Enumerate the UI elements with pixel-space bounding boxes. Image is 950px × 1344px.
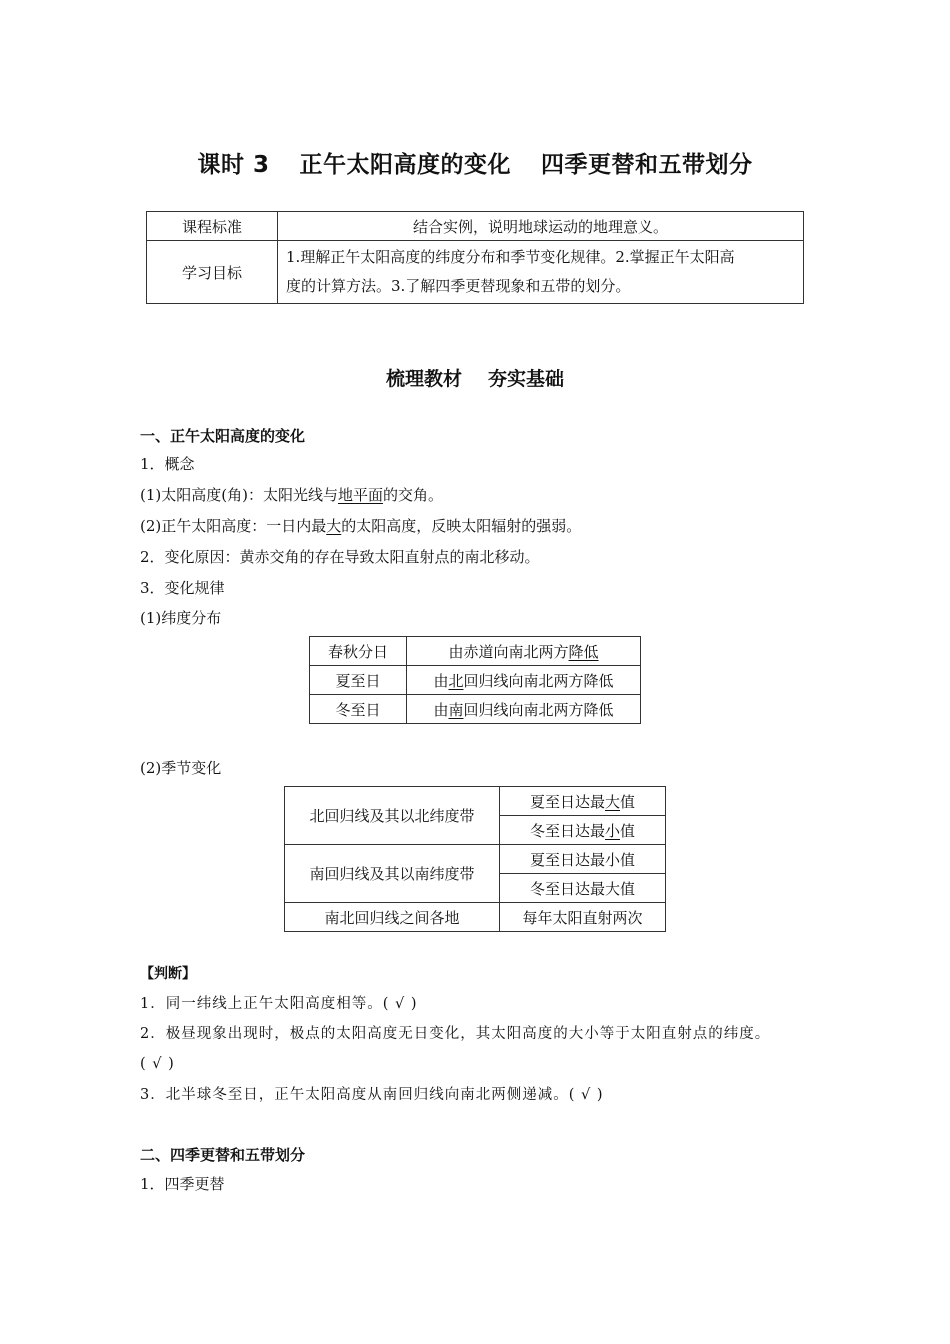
table-row: 冬至日 由南回归线向南北两方降低 bbox=[310, 695, 641, 724]
judge-heading: 【判断】 bbox=[140, 966, 196, 982]
goals-value: 1.理解正午太阳高度的纬度分布和季节变化规律。2.掌握正午太阳高 度的计算方法。3.了解四季更替现象和五带的划分。 bbox=[278, 241, 804, 304]
goals-label: 学习目标 bbox=[147, 241, 278, 304]
table-row: 南回归线及其以南纬度带 夏至日达最小值 bbox=[285, 845, 666, 874]
s1-sub2: (2)季节变化 bbox=[140, 759, 222, 777]
table-row: 夏至日 由北回归线向南北两方降低 bbox=[310, 666, 641, 695]
s2-heading: 二、四季更替和五带划分 bbox=[140, 1146, 306, 1164]
s1-sub1: (1)纬度分布 bbox=[140, 609, 222, 627]
latitude-table bbox=[309, 636, 641, 724]
judge-q3: 3．北半球冬至日，正午太阳高度从南回归线向南北两侧递减。( √ ) bbox=[140, 1087, 604, 1103]
s1-item2: 2．变化原因：黄赤交角的存在导致太阳直射点的南北移动。 bbox=[140, 548, 540, 566]
page-title: 课时 3 正午太阳高度的变化 四季更替和五带划分 bbox=[197, 152, 753, 178]
table-row: 南北回归线之间各地 每年太阳直射两次 bbox=[285, 903, 666, 932]
table-row: 冬至日达最大值 bbox=[285, 874, 666, 903]
s1-def2: (2)正午太阳高度：一日内最大的太阳高度，反映太阳辐射的强弱。 bbox=[140, 517, 582, 535]
standards-value: 结合实例，说明地球运动的地理意义。 bbox=[278, 212, 804, 241]
s1-def1: (1)太阳高度(角)：太阳光线与地平面的交角。 bbox=[140, 486, 443, 504]
s1-item3: 3．变化规律 bbox=[140, 579, 225, 597]
s1-heading: 一、正午太阳高度的变化 bbox=[140, 427, 306, 445]
table-row: 春秋分日 由赤道向南北两方降低 bbox=[310, 637, 641, 666]
section-heading: 梳理教材 夯实基础 bbox=[385, 368, 565, 390]
table-row: 北回归线及其以北纬度带 夏至日达最大值 bbox=[285, 787, 666, 816]
judge-q1: 1．同一纬线上正午太阳高度相等。( √ ) bbox=[140, 996, 418, 1012]
judge-q2-answer: ( √ ) bbox=[140, 1056, 175, 1072]
s2-item1: 1．四季更替 bbox=[140, 1175, 225, 1193]
table-row: 冬至日达最小值 bbox=[285, 816, 666, 845]
judge-q2: 2．极昼现象出现时，极点的太阳高度无日变化，其太阳高度的大小等于太阳直射点的纬度。 bbox=[140, 1026, 771, 1042]
standards-label: 课程标准 bbox=[147, 212, 278, 241]
s1-item1: 1．概念 bbox=[140, 455, 195, 473]
season-table bbox=[284, 786, 666, 932]
standards-table bbox=[146, 211, 804, 304]
